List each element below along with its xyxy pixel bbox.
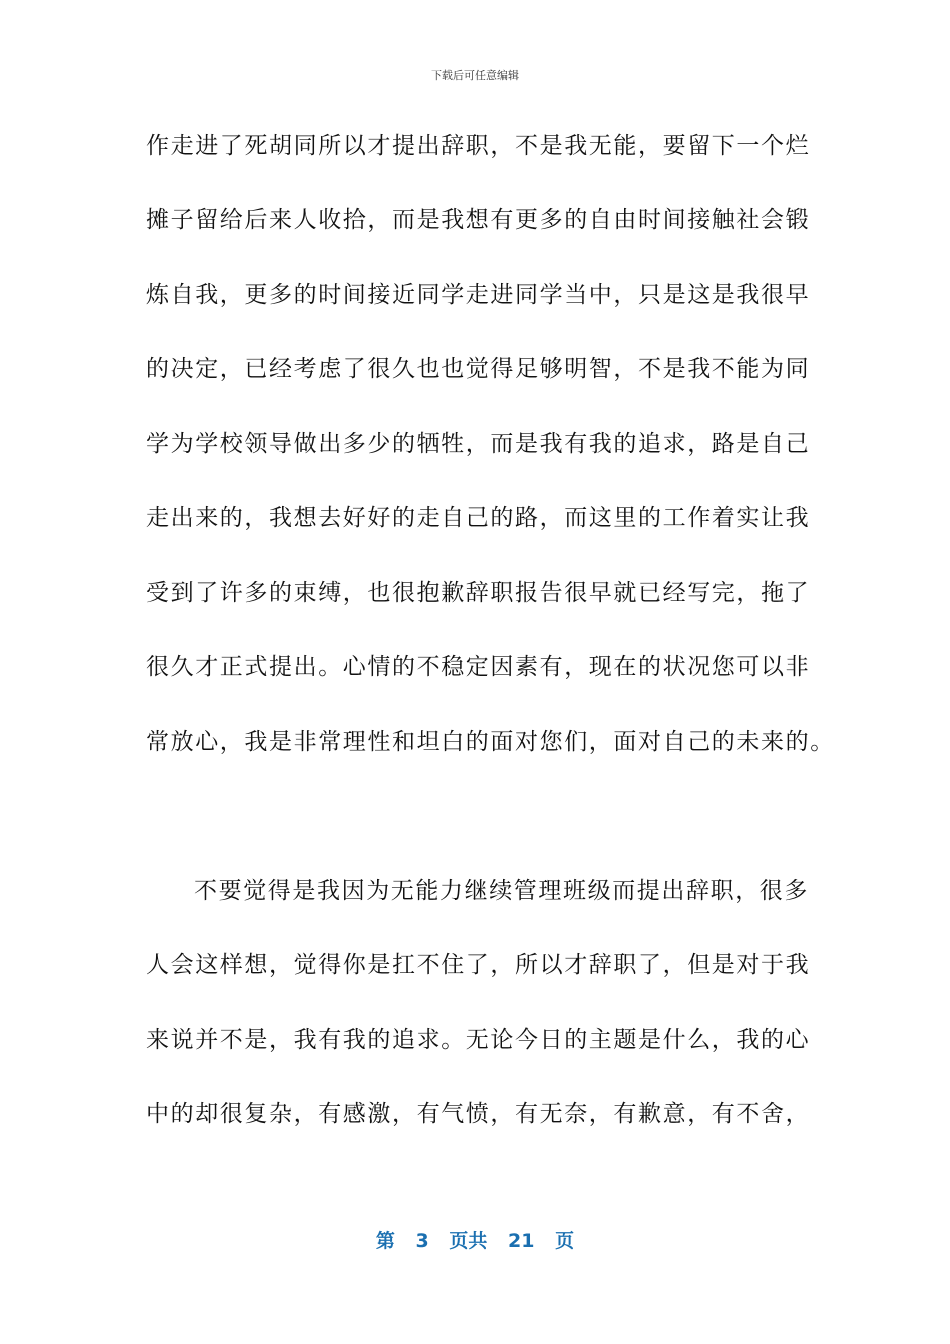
text-line: 的决定，已经考虑了很久也也觉得足够明智，不是我不能为同 [146, 356, 811, 382]
footer-prefix: 第 [375, 1230, 395, 1252]
header-note: 下载后可任意编辑 [431, 69, 519, 82]
text-line: 学为学校领导做出多少的牺牲，而是我有我的追求，路是自己 [146, 431, 811, 457]
text-line: 炼自我，更多的时间接近同学走进同学当中，只是这是我很早 [146, 282, 811, 308]
text-line: 很久才正式提出。心情的不稳定因素有，现在的状况您可以非 [146, 654, 811, 680]
text-line: 常放心，我是非常理性和坦白的面对您们，面对自己的未来的。 [146, 729, 835, 755]
text-line: 作走进了死胡同所以才提出辞职，不是我无能，要留下一个烂 [146, 133, 811, 159]
text-line: 受到了许多的束缚，也很抱歉辞职报告很早就已经写完，拖了 [146, 580, 811, 606]
paragraph-first-line: 不要觉得是我因为无能力继续管理班级而提出辞职，很多 [194, 878, 809, 904]
footer-suffix: 页 [555, 1230, 575, 1252]
text-line: 人会这样想，觉得你是扛不住了，所以才辞职了，但是对于我 [146, 952, 811, 978]
text-line: 中的却很复杂，有感激，有气愤，有无奈，有歉意，有不舍， [146, 1101, 811, 1127]
footer-page-number: 3 [415, 1230, 429, 1252]
footer-total-pages: 21 [508, 1230, 535, 1252]
text-line: 来说并不是，我有我的追求。无论今日的主题是什么，我的心 [146, 1027, 811, 1053]
page-footer [0, 1226, 950, 1253]
text-line: 走出来的，我想去好好的走自己的路，而这里的工作着实让我 [146, 505, 811, 531]
text-line: 摊子留给后来人收拾，而是我想有更多的自由时间接触社会锻 [146, 207, 811, 233]
footer-middle: 页共 [449, 1230, 488, 1252]
